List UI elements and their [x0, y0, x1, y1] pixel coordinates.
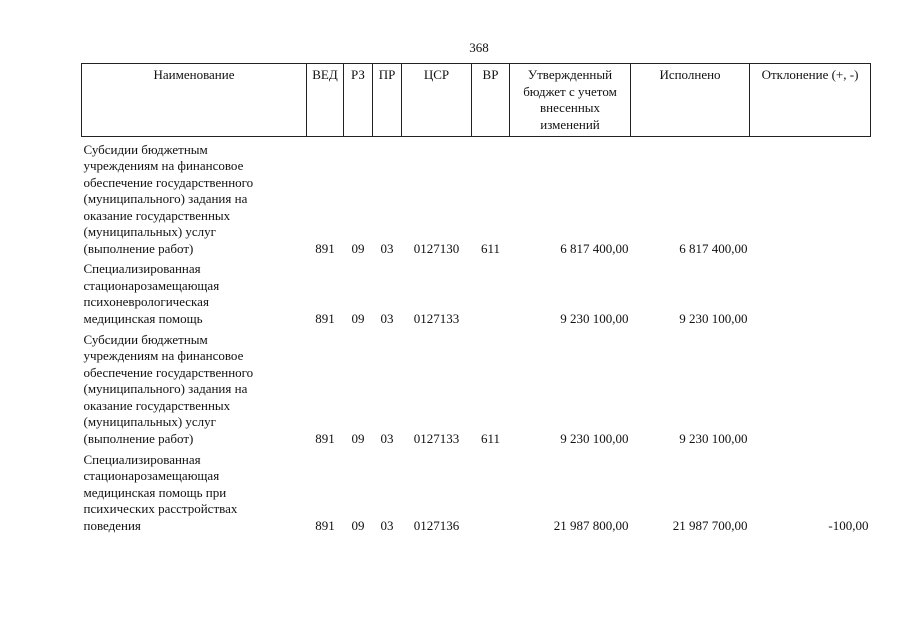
row-csr: 0127133: [413, 310, 460, 326]
row-rz: 09: [351, 310, 365, 326]
row-vr: [472, 447, 510, 534]
row-executed: 9 230 100,00: [679, 430, 748, 446]
row-name: Специализированная стационарозамещающая медицинская помощь при психических расстройствах поведения: [83, 451, 238, 533]
row-ved: 891: [315, 240, 335, 256]
row-csr: 0127136: [413, 517, 460, 533]
header-csr: ЦСР: [402, 64, 472, 137]
header-deviation: Отклонение (+, -): [750, 64, 871, 137]
row-pr: 03: [380, 430, 394, 446]
header-pr: ПР: [373, 64, 402, 137]
header-executed: Исполнено: [631, 64, 750, 137]
row-deviation: -100,00: [828, 517, 869, 533]
header-name: Наименование: [82, 64, 307, 137]
row-approved: 21 987 800,00: [553, 517, 629, 533]
table-row: [82, 257, 871, 327]
header-row: [82, 64, 871, 137]
row-approved: 6 817 400,00: [560, 240, 629, 256]
row-csr: 0127130: [413, 240, 460, 256]
row-rz: 09: [351, 430, 365, 446]
row-approved: 9 230 100,00: [560, 430, 629, 446]
row-name: Специализированная стационарозамещающая психоневрологическая медицинская помощь: [83, 261, 220, 326]
row-deviation: [750, 327, 871, 447]
table-row: [82, 327, 871, 447]
header-rz: РЗ: [344, 64, 373, 137]
table-row: [82, 137, 871, 258]
row-vr: 611: [480, 430, 501, 446]
row-name: Субсидии бюджетным учреждениям на финансовое обеспечение государственного (муниципального) задания на оказание государственных (муниципальных) услуг (выполнение работ): [83, 141, 254, 256]
row-name: Субсидии бюджетным учреждениям на финансовое обеспечение государственного (муниципального) задания на оказание государственных (муниципальных) услуг (выполнение работ): [83, 331, 254, 446]
header-vr: ВР: [472, 64, 510, 137]
row-vr: [472, 257, 510, 327]
row-rz: 09: [351, 517, 365, 533]
row-rz: 09: [351, 240, 365, 256]
row-csr: 0127133: [413, 430, 460, 446]
row-executed: 21 987 700,00: [672, 517, 748, 533]
row-pr: 03: [380, 517, 394, 533]
header-ved: ВЕД: [307, 64, 344, 137]
row-pr: 03: [380, 240, 394, 256]
row-deviation: [750, 257, 871, 327]
page-number: 368: [469, 40, 489, 55]
row-ved: 891: [315, 310, 335, 326]
budget-table: [81, 63, 871, 534]
row-approved: 9 230 100,00: [560, 310, 629, 326]
row-ved: 891: [315, 517, 335, 533]
table-row: [82, 447, 871, 534]
row-ved: 891: [315, 430, 335, 446]
row-executed: 6 817 400,00: [679, 240, 748, 256]
row-pr: 03: [380, 310, 394, 326]
header-approved: Утвержденный бюджет с учетом внесенных изменений: [510, 64, 631, 137]
row-executed: 9 230 100,00: [679, 310, 748, 326]
row-vr: 611: [480, 240, 501, 256]
row-deviation: [750, 137, 871, 258]
